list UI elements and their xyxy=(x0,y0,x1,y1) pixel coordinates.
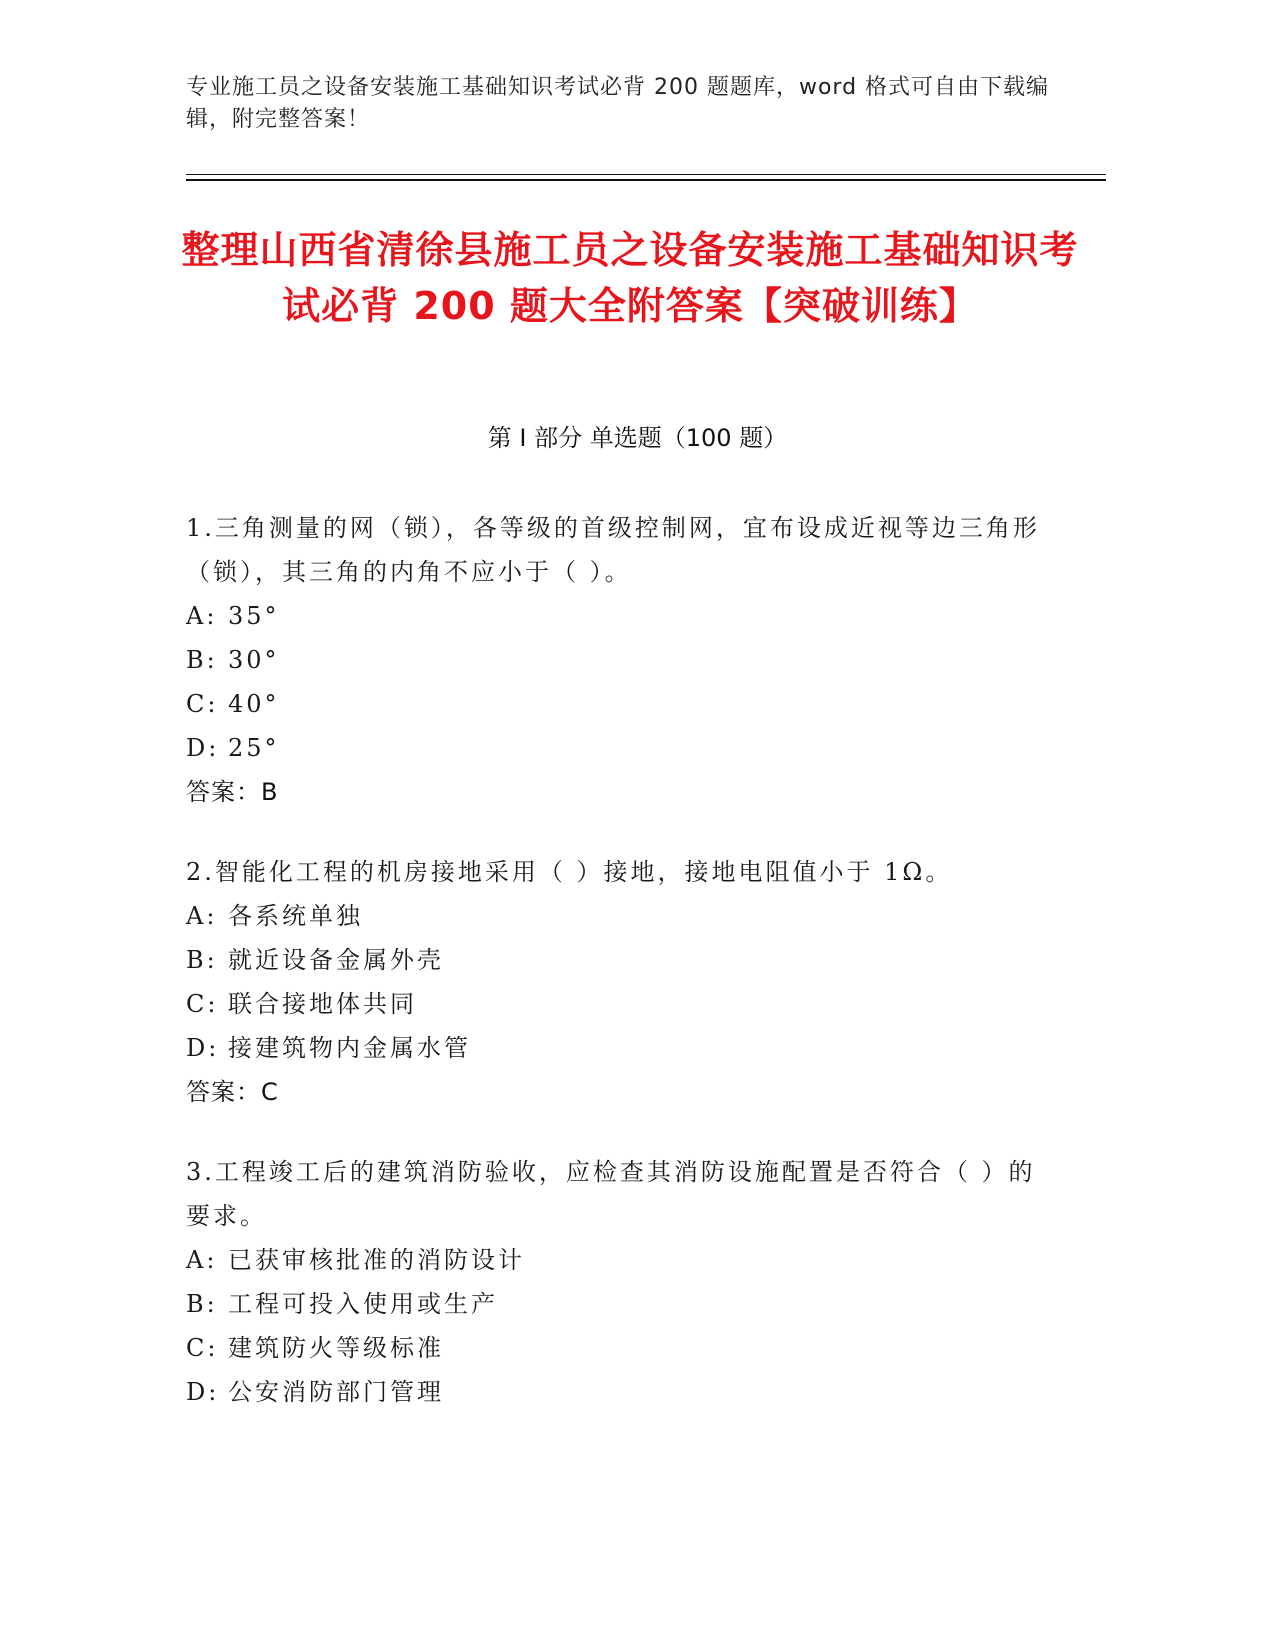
option-b xyxy=(186,638,1046,682)
option-letter: C: xyxy=(186,1334,219,1362)
header-divider-thick xyxy=(186,179,1106,181)
option-letter: D: xyxy=(186,1034,220,1062)
option-d xyxy=(186,1370,1046,1414)
answer-line: 答案：C xyxy=(186,1078,279,1106)
option-c xyxy=(186,982,1046,1026)
option-text: 联合接地体共同 xyxy=(228,990,417,1018)
option-text: 接建筑物内金属水管 xyxy=(228,1034,471,1062)
option-letter: B: xyxy=(186,646,218,674)
question-1 xyxy=(186,506,1046,814)
option-text: 30° xyxy=(228,646,280,674)
option-letter: A: xyxy=(186,1246,218,1274)
header-divider-thin xyxy=(186,174,1106,175)
question-stem: 3.工程竣工后的建筑消防验收，应检查其消防设施配置是否符合（ ）的要求。 xyxy=(186,1158,1036,1230)
question-stem: 2.智能化工程的机房接地采用（ ）接地，接地电阻值小于 1Ω。 xyxy=(186,858,953,886)
option-c xyxy=(186,682,1046,726)
option-text: 公安消防部门管理 xyxy=(228,1378,444,1406)
option-text: 各系统单独 xyxy=(228,902,363,930)
option-text: 35° xyxy=(228,602,280,630)
option-b xyxy=(186,938,1046,982)
question-stem: 1.三角测量的网（锁），各等级的首级控制网，宜布设成近视等边三角形（锁），其三角的内角不应小于（ ）。 xyxy=(186,514,1040,586)
option-d xyxy=(186,726,1046,770)
question-list xyxy=(186,506,1046,1450)
option-text: 40° xyxy=(228,690,280,718)
section-heading: 第 I 部分 单选题（100 题） xyxy=(487,424,788,452)
question-3 xyxy=(186,1150,1046,1414)
option-letter: D: xyxy=(186,1378,220,1406)
option-text: 建筑防火等级标准 xyxy=(228,1334,444,1362)
option-letter: B: xyxy=(186,1290,218,1318)
option-text: 工程可投入使用或生产 xyxy=(228,1290,498,1318)
option-letter: A: xyxy=(186,602,218,630)
option-a xyxy=(186,894,1046,938)
option-a xyxy=(186,594,1046,638)
option-letter: B: xyxy=(186,946,218,974)
option-b xyxy=(186,1282,1046,1326)
option-c xyxy=(186,1326,1046,1370)
option-letter: D: xyxy=(186,734,220,762)
option-text: 25° xyxy=(228,734,280,762)
option-d xyxy=(186,1026,1046,1070)
document-header-note: 专业施工员之设备安装施工基础知识考试必背 200 题题库，word 格式可自由下载编辑，附完整答案！ xyxy=(186,75,1050,132)
option-letter: A: xyxy=(186,902,218,930)
question-2 xyxy=(186,850,1046,1114)
document-title: 整理山西省清徐县施工员之设备安装施工基础知识考试必背 200 题大全附答案【突破训练】 xyxy=(181,228,1079,328)
option-a xyxy=(186,1238,1046,1282)
answer-line: 答案：B xyxy=(186,778,279,806)
option-letter: C: xyxy=(186,990,219,1018)
option-text: 就近设备金属外壳 xyxy=(228,946,444,974)
option-text: 已获审核批准的消防设计 xyxy=(228,1246,525,1274)
option-letter: C: xyxy=(186,690,219,718)
